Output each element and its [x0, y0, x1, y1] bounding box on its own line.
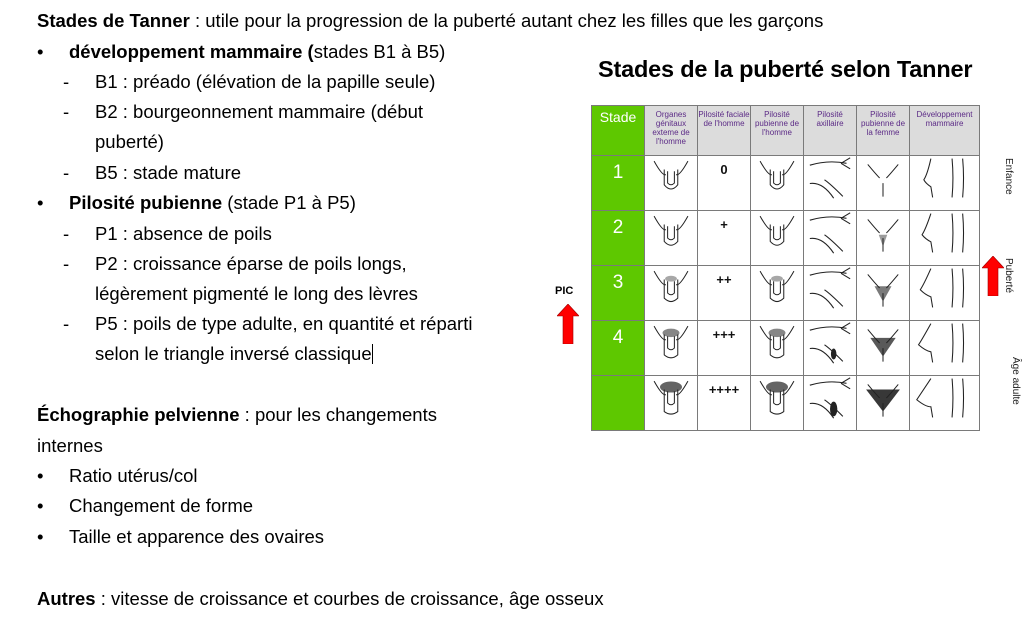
table-row — [592, 376, 980, 431]
breast-drawing-icon — [915, 156, 975, 200]
male-genitals-drawing-icon — [755, 376, 799, 420]
axillary-drawing-icon — [806, 156, 854, 200]
male-facial-hair-cell: +++ — [698, 321, 751, 376]
axillary-hair-cell — [804, 211, 857, 266]
axillary-hair-cell — [804, 266, 857, 321]
male-pubic-hair-cell — [751, 156, 804, 211]
bullet-icon: • — [37, 41, 44, 62]
breast-drawing-icon — [915, 376, 975, 420]
breast-drawing-icon — [915, 266, 975, 310]
male-facial-hair-cell: 0 — [698, 156, 751, 211]
male-facial-hair-cell: ++++ — [698, 376, 751, 431]
female-pubic-drawing-icon — [861, 156, 905, 200]
male-genitals-drawing-icon — [755, 266, 799, 310]
female-pubic-hair-cell — [857, 266, 910, 321]
breast-item-b1: - B1 : préado (élévation de la papille seule) — [37, 67, 537, 97]
male-pubic-hair-cell — [751, 376, 804, 431]
bullet-icon: • — [37, 495, 44, 516]
male-genitals-drawing-icon — [755, 321, 799, 365]
header-female-pubic-hair: Pilosité pubienne de la femme — [857, 106, 910, 156]
echo-heading: Échographie pelvienne : pour les changements — [37, 404, 437, 425]
tanner-stages-table — [591, 105, 980, 431]
bullet-icon: • — [37, 192, 44, 213]
pubic-item-p2: - P2 : croissance éparse de poils longs, — [37, 249, 537, 279]
autres-line: Autres : vitesse de croissance et courbes de croissance, âge osseux — [37, 588, 604, 609]
header-male-pubic-hair: Pilosité pubienne de l'homme — [751, 106, 804, 156]
echo-item: • Taille et apparence des ovaires — [37, 522, 537, 552]
stage-number: 4 — [592, 321, 645, 376]
breast-development-cell — [910, 321, 980, 376]
male-genitals-drawing-icon — [755, 156, 799, 200]
axillary-drawing-icon — [806, 321, 854, 365]
echo-item: • Changement de forme — [37, 491, 537, 521]
label-puberty: Puberté — [1003, 258, 1014, 294]
header-axillary-hair: Pilosité axillaire — [804, 106, 857, 156]
male-facial-hair-cell: + — [698, 211, 751, 266]
header-stade: Stade — [592, 106, 645, 156]
female-pubic-drawing-icon — [861, 376, 905, 420]
dash-icon: - — [63, 71, 70, 92]
label-childhood: Enfance — [1003, 158, 1014, 195]
male-pubic-hair-cell — [751, 211, 804, 266]
breast-item-b2: - B2 : bourgeonnement mammaire (début — [37, 97, 537, 127]
breast-development-cell — [910, 376, 980, 431]
header-male-facial-hair: Pilosité faciale de l'homme — [698, 106, 751, 156]
pubic-item-p2-cont: légèrement pigmenté le long des lèvres — [95, 283, 418, 304]
male-genitals-cell — [645, 156, 698, 211]
table-header-row — [592, 106, 980, 156]
dash-icon: - — [63, 223, 70, 244]
male-genitals-drawing-icon — [649, 211, 693, 255]
table-row — [592, 266, 980, 321]
table-row — [592, 211, 980, 266]
male-genitals-drawing-icon — [649, 321, 693, 365]
female-pubic-hair-cell — [857, 211, 910, 266]
tanner-heading: Stades de Tanner : utile pour la progression de la puberté autant chez les filles que les garçons — [37, 10, 824, 31]
puberty-arrow-icon — [982, 256, 1004, 296]
bullet-icon: • — [37, 526, 44, 547]
dash-icon: - — [63, 101, 70, 122]
breast-drawing-icon — [915, 321, 975, 365]
breast-development-cell — [910, 266, 980, 321]
male-genitals-drawing-icon — [649, 156, 693, 200]
female-pubic-hair-cell — [857, 156, 910, 211]
male-pubic-hair-cell — [751, 266, 804, 321]
axillary-drawing-icon — [806, 266, 854, 310]
female-pubic-hair-cell — [857, 376, 910, 431]
male-genitals-drawing-icon — [649, 376, 693, 420]
female-pubic-drawing-icon — [861, 211, 905, 255]
dash-icon: - — [63, 162, 70, 183]
male-genitals-cell — [645, 321, 698, 376]
table-row — [592, 321, 980, 376]
axillary-drawing-icon — [806, 211, 854, 255]
male-genitals-drawing-icon — [649, 266, 693, 310]
table-body — [592, 156, 980, 431]
male-pubic-hair-cell — [751, 321, 804, 376]
male-genitals-cell — [645, 266, 698, 321]
axillary-drawing-icon — [806, 376, 854, 420]
dash-icon: - — [63, 253, 70, 274]
text-cursor — [372, 344, 373, 364]
echo-heading-cont: internes — [37, 435, 103, 456]
table-row — [592, 156, 980, 211]
pubic-item-p5-cont[interactable]: selon le triangle inversé classique — [95, 343, 372, 364]
male-genitals-cell — [645, 211, 698, 266]
axillary-hair-cell — [804, 376, 857, 431]
breast-development-cell — [910, 211, 980, 266]
breast-bullet: • développement mammaire (stades B1 à B5) — [37, 37, 537, 67]
axillary-hair-cell — [804, 156, 857, 211]
breast-item-b2-cont: puberté) — [95, 131, 164, 152]
breast-development-cell — [910, 156, 980, 211]
pubic-item-p5: - P5 : poils de type adulte, en quantité et réparti — [37, 309, 537, 339]
dash-icon: - — [63, 313, 70, 334]
pubic-bullet: • Pilosité pubienne (stade P1 à P5) — [37, 188, 537, 218]
female-pubic-hair-cell — [857, 321, 910, 376]
female-pubic-drawing-icon — [861, 321, 905, 365]
header-breast-development: Développement mammaire — [910, 106, 980, 156]
male-facial-hair-cell: ++ — [698, 266, 751, 321]
male-genitals-cell — [645, 376, 698, 431]
pic-label: PIC — [555, 285, 574, 297]
stage-number — [592, 376, 645, 431]
axillary-hair-cell — [804, 321, 857, 376]
female-pubic-drawing-icon — [861, 266, 905, 310]
stage-number: 2 — [592, 211, 645, 266]
label-adult: Âge adulte — [1010, 357, 1021, 405]
header-male-genitals: Organes génitaux exteme de l'homme — [645, 106, 698, 156]
figure-title: Stades de la puberté selon Tanner — [598, 56, 973, 82]
bullet-icon: • — [37, 465, 44, 486]
breast-item-b5: - B5 : stade mature — [37, 158, 537, 188]
male-genitals-drawing-icon — [755, 211, 799, 255]
stage-number: 1 — [592, 156, 645, 211]
pubic-item-p1: - P1 : absence de poils — [37, 219, 537, 249]
stage-number: 3 — [592, 266, 645, 321]
echo-item: • Ratio utérus/col — [37, 461, 537, 491]
breast-drawing-icon — [915, 211, 975, 255]
peak-arrow-icon — [557, 304, 579, 344]
